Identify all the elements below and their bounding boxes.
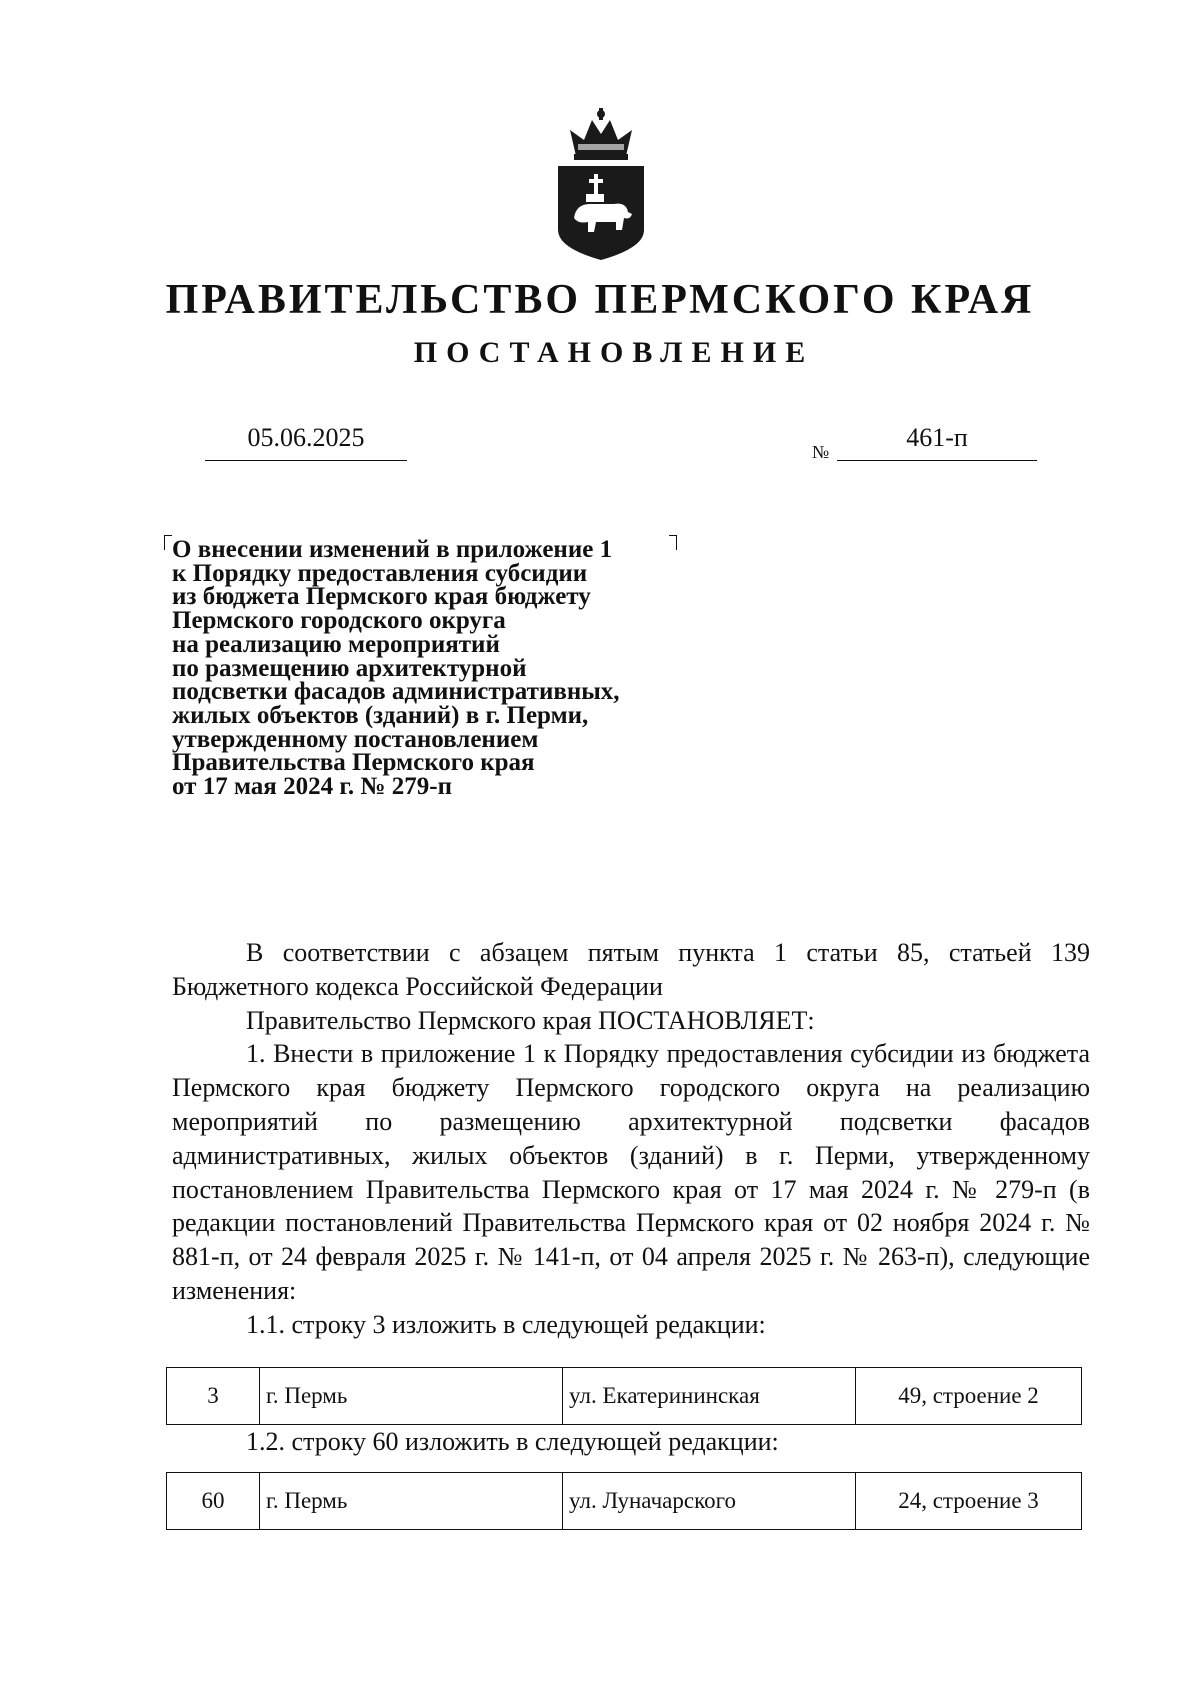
subject-line: по размещению архитектурной xyxy=(172,654,527,682)
cell-city: г. Пермь xyxy=(260,1473,563,1530)
subject-line: Пермского городского округа xyxy=(172,607,506,635)
cell-city: г. Пермь xyxy=(260,1368,563,1425)
paragraph-item-1-2: 1.2. строку 60 изложить в следующей редакции: xyxy=(246,1427,779,1456)
number-sign: № xyxy=(812,442,830,462)
cell-house: 49, строение 2 xyxy=(856,1368,1082,1425)
subject-line: О внесении изменений в приложение 1 xyxy=(172,536,613,563)
date-underline xyxy=(205,460,407,461)
table-row-60 xyxy=(166,1472,1082,1530)
cell-number: 60 xyxy=(167,1473,260,1530)
government-title: ПРАВИТЕЛЬСТВО ПЕРМСКОГО КРАЯ xyxy=(165,277,1035,323)
table-row-3 xyxy=(166,1367,1082,1425)
body-text xyxy=(172,936,1090,1342)
subject-line: утвержденному постановлением xyxy=(172,725,539,753)
paragraph-resolves: Правительство Пермского края ПОСТАНОВЛЯЕТ: xyxy=(246,1005,815,1035)
cell-house: 24, строение 3 xyxy=(856,1473,1082,1530)
subject-line: Правительства Пермского края xyxy=(172,749,535,777)
subject-line: жилых объектов (зданий) в г. Перми, xyxy=(172,701,589,729)
subject-line: из бюджета Пермского края бюджету xyxy=(172,583,591,611)
table-row xyxy=(167,1473,1082,1530)
subject-line: на реализацию мероприятий xyxy=(172,630,500,658)
subject-line: подсветки фасадов административных, xyxy=(172,678,620,706)
table-row xyxy=(167,1368,1082,1425)
cell-street: ул. Екатерининская xyxy=(563,1368,856,1425)
subject-line: от 17 мая 2024 г. № 279-п xyxy=(172,773,452,801)
cell-street: ул. Луначарского xyxy=(563,1473,856,1530)
document-number: 461-п xyxy=(906,423,968,452)
cell-number: 3 xyxy=(167,1368,260,1425)
document-type: ПОСТАНОВЛЕНИЕ xyxy=(413,336,815,369)
subject-block xyxy=(172,538,732,799)
subject-corner-left xyxy=(164,535,172,550)
paragraph-item-1-1: 1.1. строку 3 изложить в следующей редакции: xyxy=(246,1309,766,1339)
subject-line: к Порядку предоставления субсидии xyxy=(172,559,588,587)
paragraph-item-1: 1. Внести в приложение 1 к Порядку предоставления субсидии из бюджета Пермского края бюджету Пермского городского округа на реализацию мероприятий по размещению архитектурной подсветки фасадов административных, жилых объектов (зданий) в г. Перми, утвержденному постановлением Правительства Пермского края от 17 мая 2024 г. № 279-п (в редакции постановлений Правительства Пермского края от 02 ноября 2024 г. № 881-п, от 24 февраля 2025 г. № 141-п, от 04 апреля 2025 г. № 263-п), следующие изменения: xyxy=(172,1039,1090,1305)
perm-krai-coat-of-arms xyxy=(556,108,646,260)
number-underline xyxy=(837,460,1037,461)
paragraph-basis: В соответствии с абзацем пятым пункта 1 статьи 85, статьей 139 Бюджетного кодекса Российской Федерации xyxy=(172,938,1090,1001)
document-date: 05.06.2025 xyxy=(247,423,365,452)
